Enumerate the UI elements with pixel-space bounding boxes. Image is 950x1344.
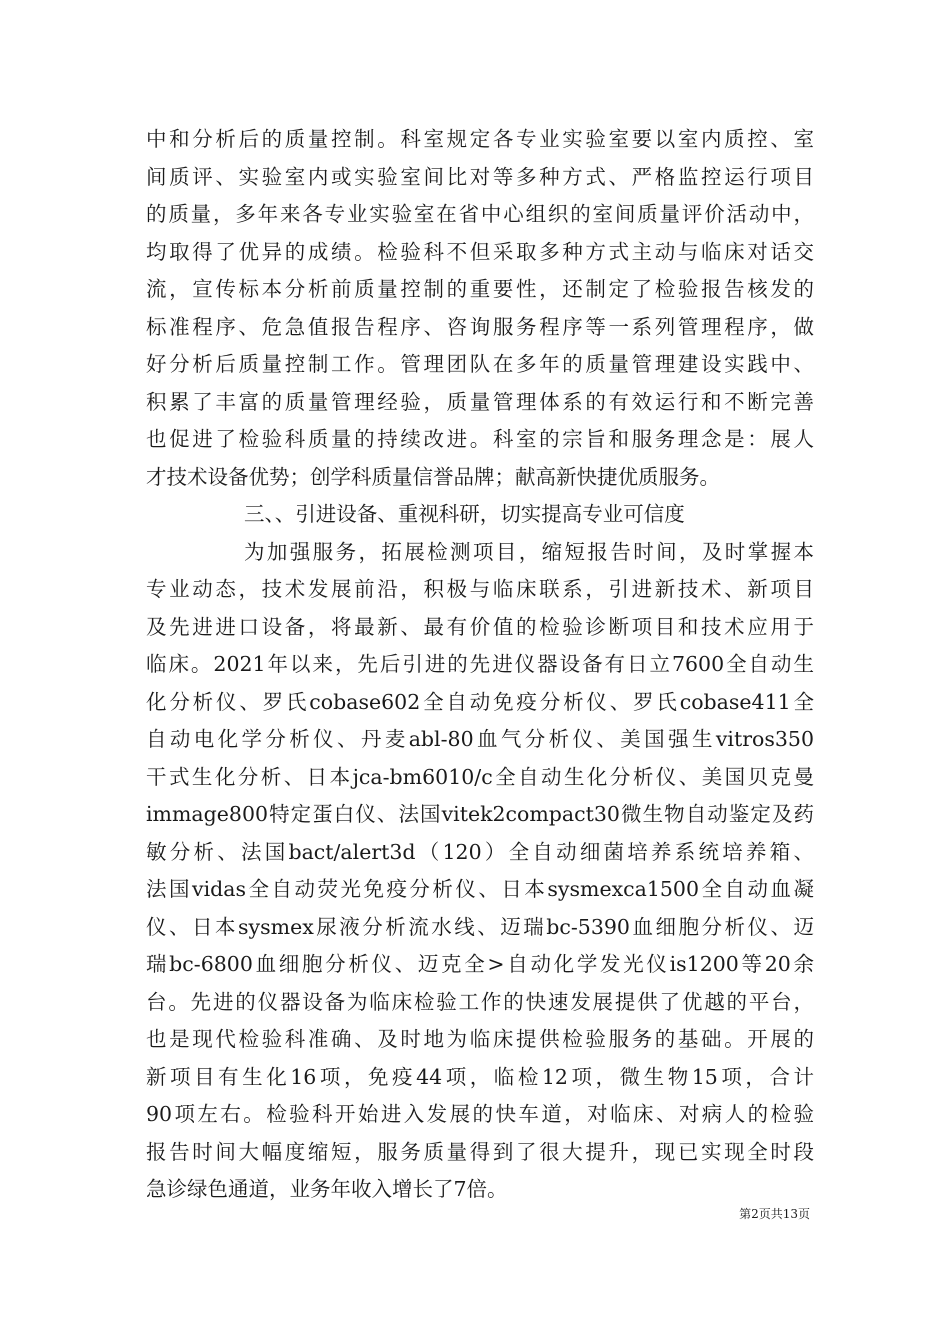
text-line: 也是现代检验科准确、及时地为临床提供检验服务的基础。开展的 (146, 1027, 814, 1051)
text-line: 的质量，多年来各专业实验室在省中心组织的室间质量评价活动中， (146, 202, 814, 226)
text-line: 临床。2021年以来，先后引进的先进仪器设备有日立7600全自动生 (146, 652, 814, 676)
text-line: 急诊绿色通道，业务年收入增长了7倍。 (146, 1177, 508, 1201)
text-line: 也促进了检验科质量的持续改进。科室的宗旨和服务理念是：展人 (146, 427, 814, 451)
text-line: 敏分析、法国bact/alert3d（120）全自动细菌培养系统培养箱、 (146, 839, 814, 864)
text-line: 标准程序、危急值报告程序、咨询服务程序等一系列管理程序，做 (146, 314, 814, 339)
text-line: 自动电化学分析仪、丹麦abl-80血气分析仪、美国强生vitros350 (146, 727, 814, 751)
text-line: 间质评、实验室内或实验室间比对等多种方式、严格监控运行项目 (146, 164, 814, 189)
paragraph-equipment (146, 534, 814, 1209)
document-body (146, 121, 814, 1209)
text-line: 瑞bc-6800血细胞分析仪、迈克全>自动化学发光仪is1200等20余 (146, 952, 814, 976)
text-line: 干式生化分析、日本jca-bm6010/c全自动生化分析仪、美国贝克曼 (146, 764, 814, 789)
paragraph-quality-control (146, 121, 814, 496)
text-line: 流，宣传标本分析前质量控制的重要性，还制定了检验报告核发的 (146, 277, 814, 301)
text-line: 积累了丰富的质量管理经验，质量管理体系的有效运行和不断完善 (146, 389, 814, 414)
text-line: 专业动态，技术发展前沿，积极与临床联系，引进新技术、新项目 (146, 577, 814, 601)
text-line: 报告时间大幅度缩短，服务质量得到了很大提升，现已实现全时段 (146, 1139, 814, 1164)
text-line: immage800特定蛋白仪、法国vitek2compact30微生物自动鉴定及药 (146, 802, 814, 826)
text-line: 仪、日本sysmex尿液分析流水线、迈瑞bc-5390血细胞分析仪、迈 (146, 914, 814, 939)
text-line: 新项目有生化16项，免疫44项，临检12项，微生物15项，合计 (146, 1064, 814, 1089)
text-line: 均取得了优异的成绩。检验科不但采取多种方式主动与临床对话交 (146, 239, 814, 264)
section-heading: 三、、引进设备、重视科研，切实提高专业可信度 (244, 502, 685, 526)
text-line: 才技术设备优势；创学科质量信誉品牌；献高新快捷优质服务。 (146, 464, 720, 489)
text-line: 台。先进的仪器设备为临床检验工作的快速发展提供了优越的平台， (146, 989, 814, 1014)
page-number-footer: 第2页共13页 (739, 1207, 810, 1221)
text-line: 为加强服务，拓展检测项目，缩短报告时间，及时掌握本 (244, 539, 814, 564)
text-line: 90项左右。检验科开始进入发展的快车道，对临床、对病人的检验 (146, 1102, 814, 1126)
text-line: 化分析仪、罗氏cobase602全自动免疫分析仪、罗氏cobase411全 (146, 689, 814, 714)
text-line: 及先进进口设备，将最新、最有价值的检验诊断项目和技术应用于 (146, 614, 814, 639)
text-line: 好分析后质量控制工作。管理团队在多年的质量管理建设实践中、 (146, 352, 814, 376)
text-line: 中和分析后的质量控制。科室规定各专业实验室要以室内质控、室 (146, 127, 814, 151)
text-line: 法国vidas全自动荧光免疫分析仪、日本sysmexca1500全自动血凝 (146, 877, 814, 901)
